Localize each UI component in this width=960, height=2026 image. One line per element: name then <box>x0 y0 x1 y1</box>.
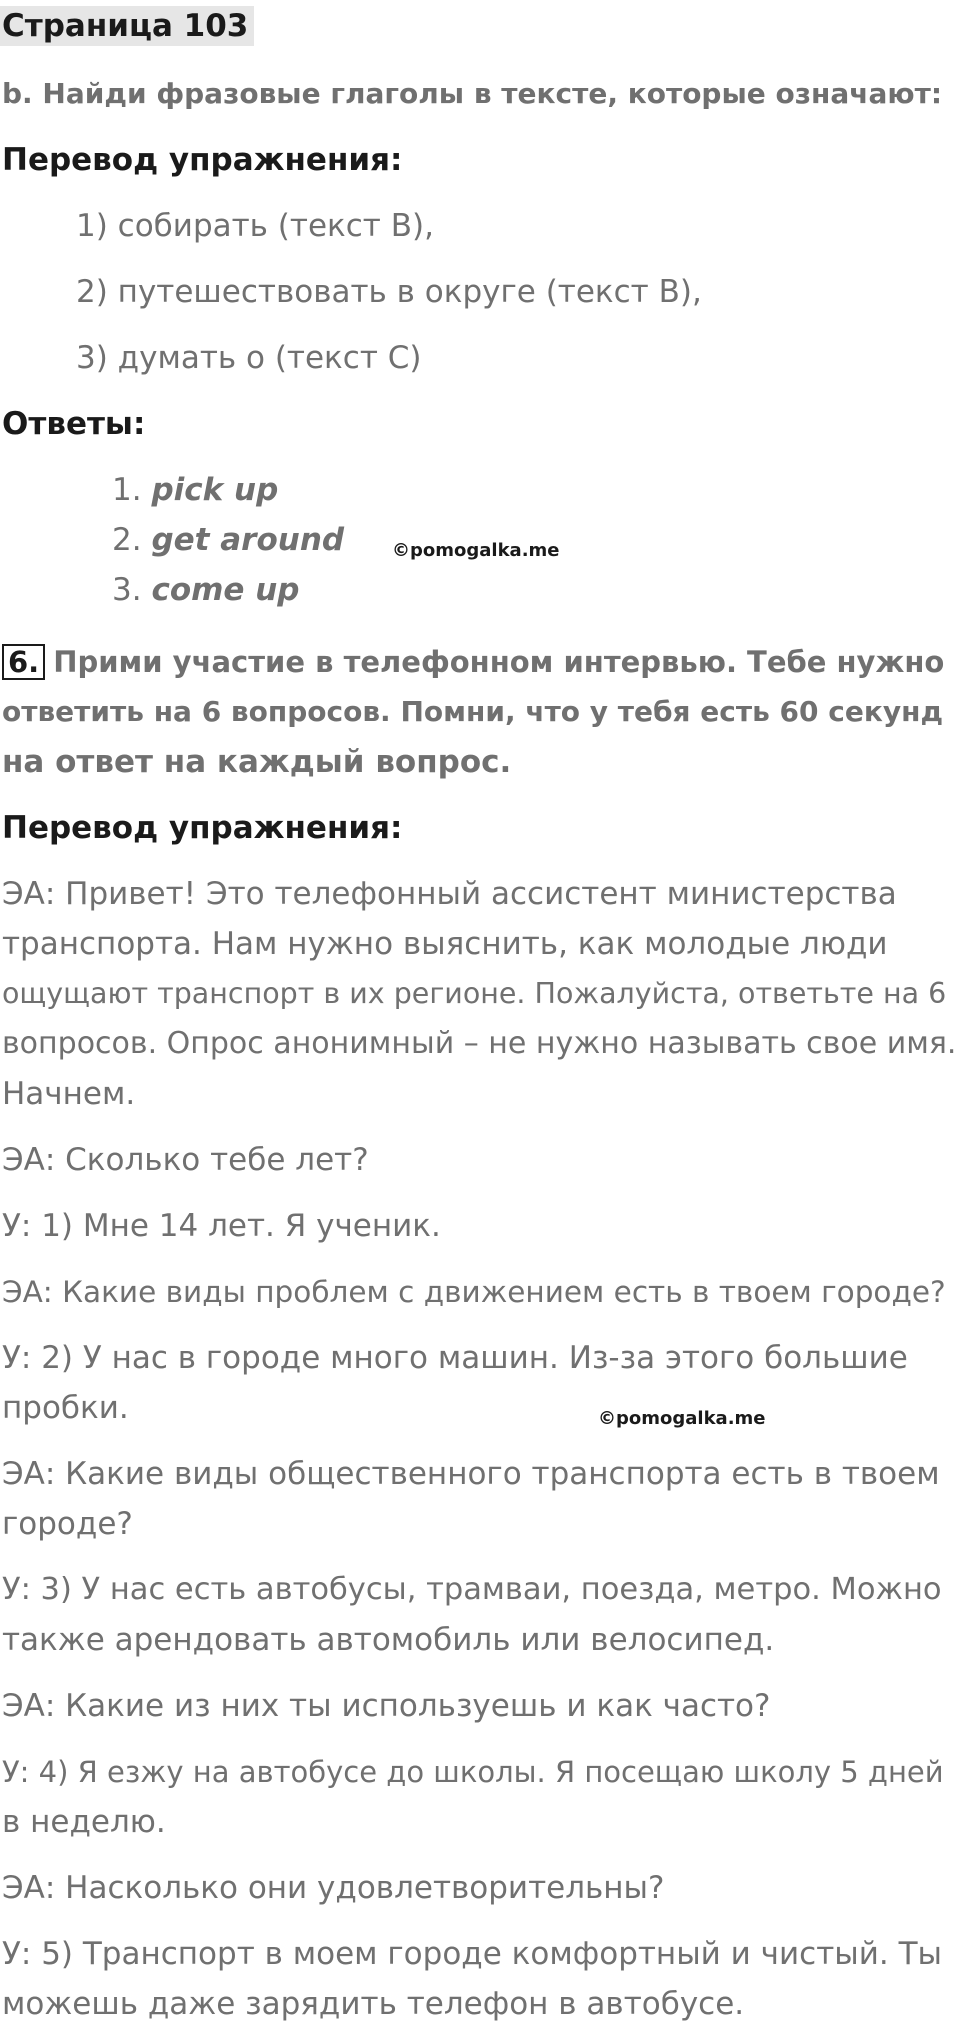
dialogue-line: можешь даже зарядить телефон в автобусе. <box>2 1986 745 2022</box>
watermark: ©pomogalka.me <box>392 540 560 561</box>
dialogue-line: Начнем. <box>2 1076 136 1112</box>
dialogue-line: ЭА: Привет! Это телефонный ассистент министерства <box>2 876 897 912</box>
task-b-item-1: 1) собирать (текст B), <box>76 208 434 244</box>
task-6-heading-text: Прими участие в телефонном интервью. Тебе нужно <box>53 645 945 679</box>
dialogue-line: У: 1) Мне 14 лет. Я ученик. <box>2 1208 441 1244</box>
answer-item-1 <box>112 470 278 510</box>
dialogue-line: в неделю. <box>2 1804 166 1840</box>
answer-item-3 <box>112 570 300 610</box>
dialogue-line: ЭА: Сколько тебе лет? <box>2 1142 369 1178</box>
task-b-item-2: 2) путешествовать в округе (текст B), <box>76 274 702 310</box>
dialogue-line: ЭА: Какие из них ты используешь и как часто? <box>2 1688 771 1724</box>
dialogue-line: транспорта. Нам нужно выяснить, как молодые люди <box>2 926 888 962</box>
dialogue-line: У: 2) У нас в городе много машин. Из-за этого большие <box>2 1340 908 1376</box>
dialogue-line: пробки. <box>2 1390 129 1426</box>
task-b-heading: b. Найди фразовые глаголы в тексте, которые означают: <box>2 77 943 110</box>
answer-number: 1. <box>112 472 142 508</box>
task-6-heading-line-2: ответить на 6 вопросов. Помни, что у тебя есть 60 секунд <box>2 695 944 728</box>
task-b-translation-label: Перевод упражнения: <box>2 142 403 178</box>
task-number-box: 6. <box>2 644 45 680</box>
dialogue-line: У: 3) У нас есть автобусы, трамваи, поезда, метро. Можно <box>2 1572 942 1607</box>
answer-text: come up <box>151 572 300 608</box>
dialogue-line: ощущают транспорт в их регионе. Пожалуйста, ответьте на 6 <box>2 977 947 1010</box>
dialogue-line: ЭА: Насколько они удовлетворительны? <box>2 1870 665 1906</box>
watermark: ©pomogalka.me <box>598 1408 766 1429</box>
dialogue-line: У: 4) Я езжу на автобусе до школы. Я посещаю школу 5 дней <box>2 1755 944 1789</box>
task-6-heading-line-3: на ответ на каждый вопрос. <box>2 744 512 780</box>
task-6-translation-label: Перевод упражнения: <box>2 810 403 846</box>
answer-text: get around <box>151 522 345 558</box>
task-b-answers-label: Ответы: <box>2 406 146 442</box>
task-6-heading-line-1 <box>2 642 944 682</box>
answer-item-2 <box>112 520 344 560</box>
answer-number: 2. <box>112 522 142 558</box>
dialogue-line: ЭА: Какие виды общественного транспорта есть в твоем <box>2 1456 940 1492</box>
task-b-item-3: 3) думать о (текст C) <box>76 340 422 376</box>
dialogue-line: вопросов. Опрос анонимный – не нужно называть свое имя. <box>2 1026 957 1061</box>
dialogue-line: У: 5) Транспорт в моем городе комфортный и чистый. Ты <box>2 1936 942 1972</box>
dialogue-line: ЭА: Какие виды проблем с движением есть в твоем городе? <box>2 1275 946 1309</box>
answer-number: 3. <box>112 572 142 608</box>
dialogue-line: городе? <box>2 1506 133 1542</box>
answer-text: pick up <box>151 472 279 508</box>
page-title: Страница 103 <box>0 6 254 46</box>
dialogue-line: также арендовать автомобиль или велосипед. <box>2 1622 775 1658</box>
